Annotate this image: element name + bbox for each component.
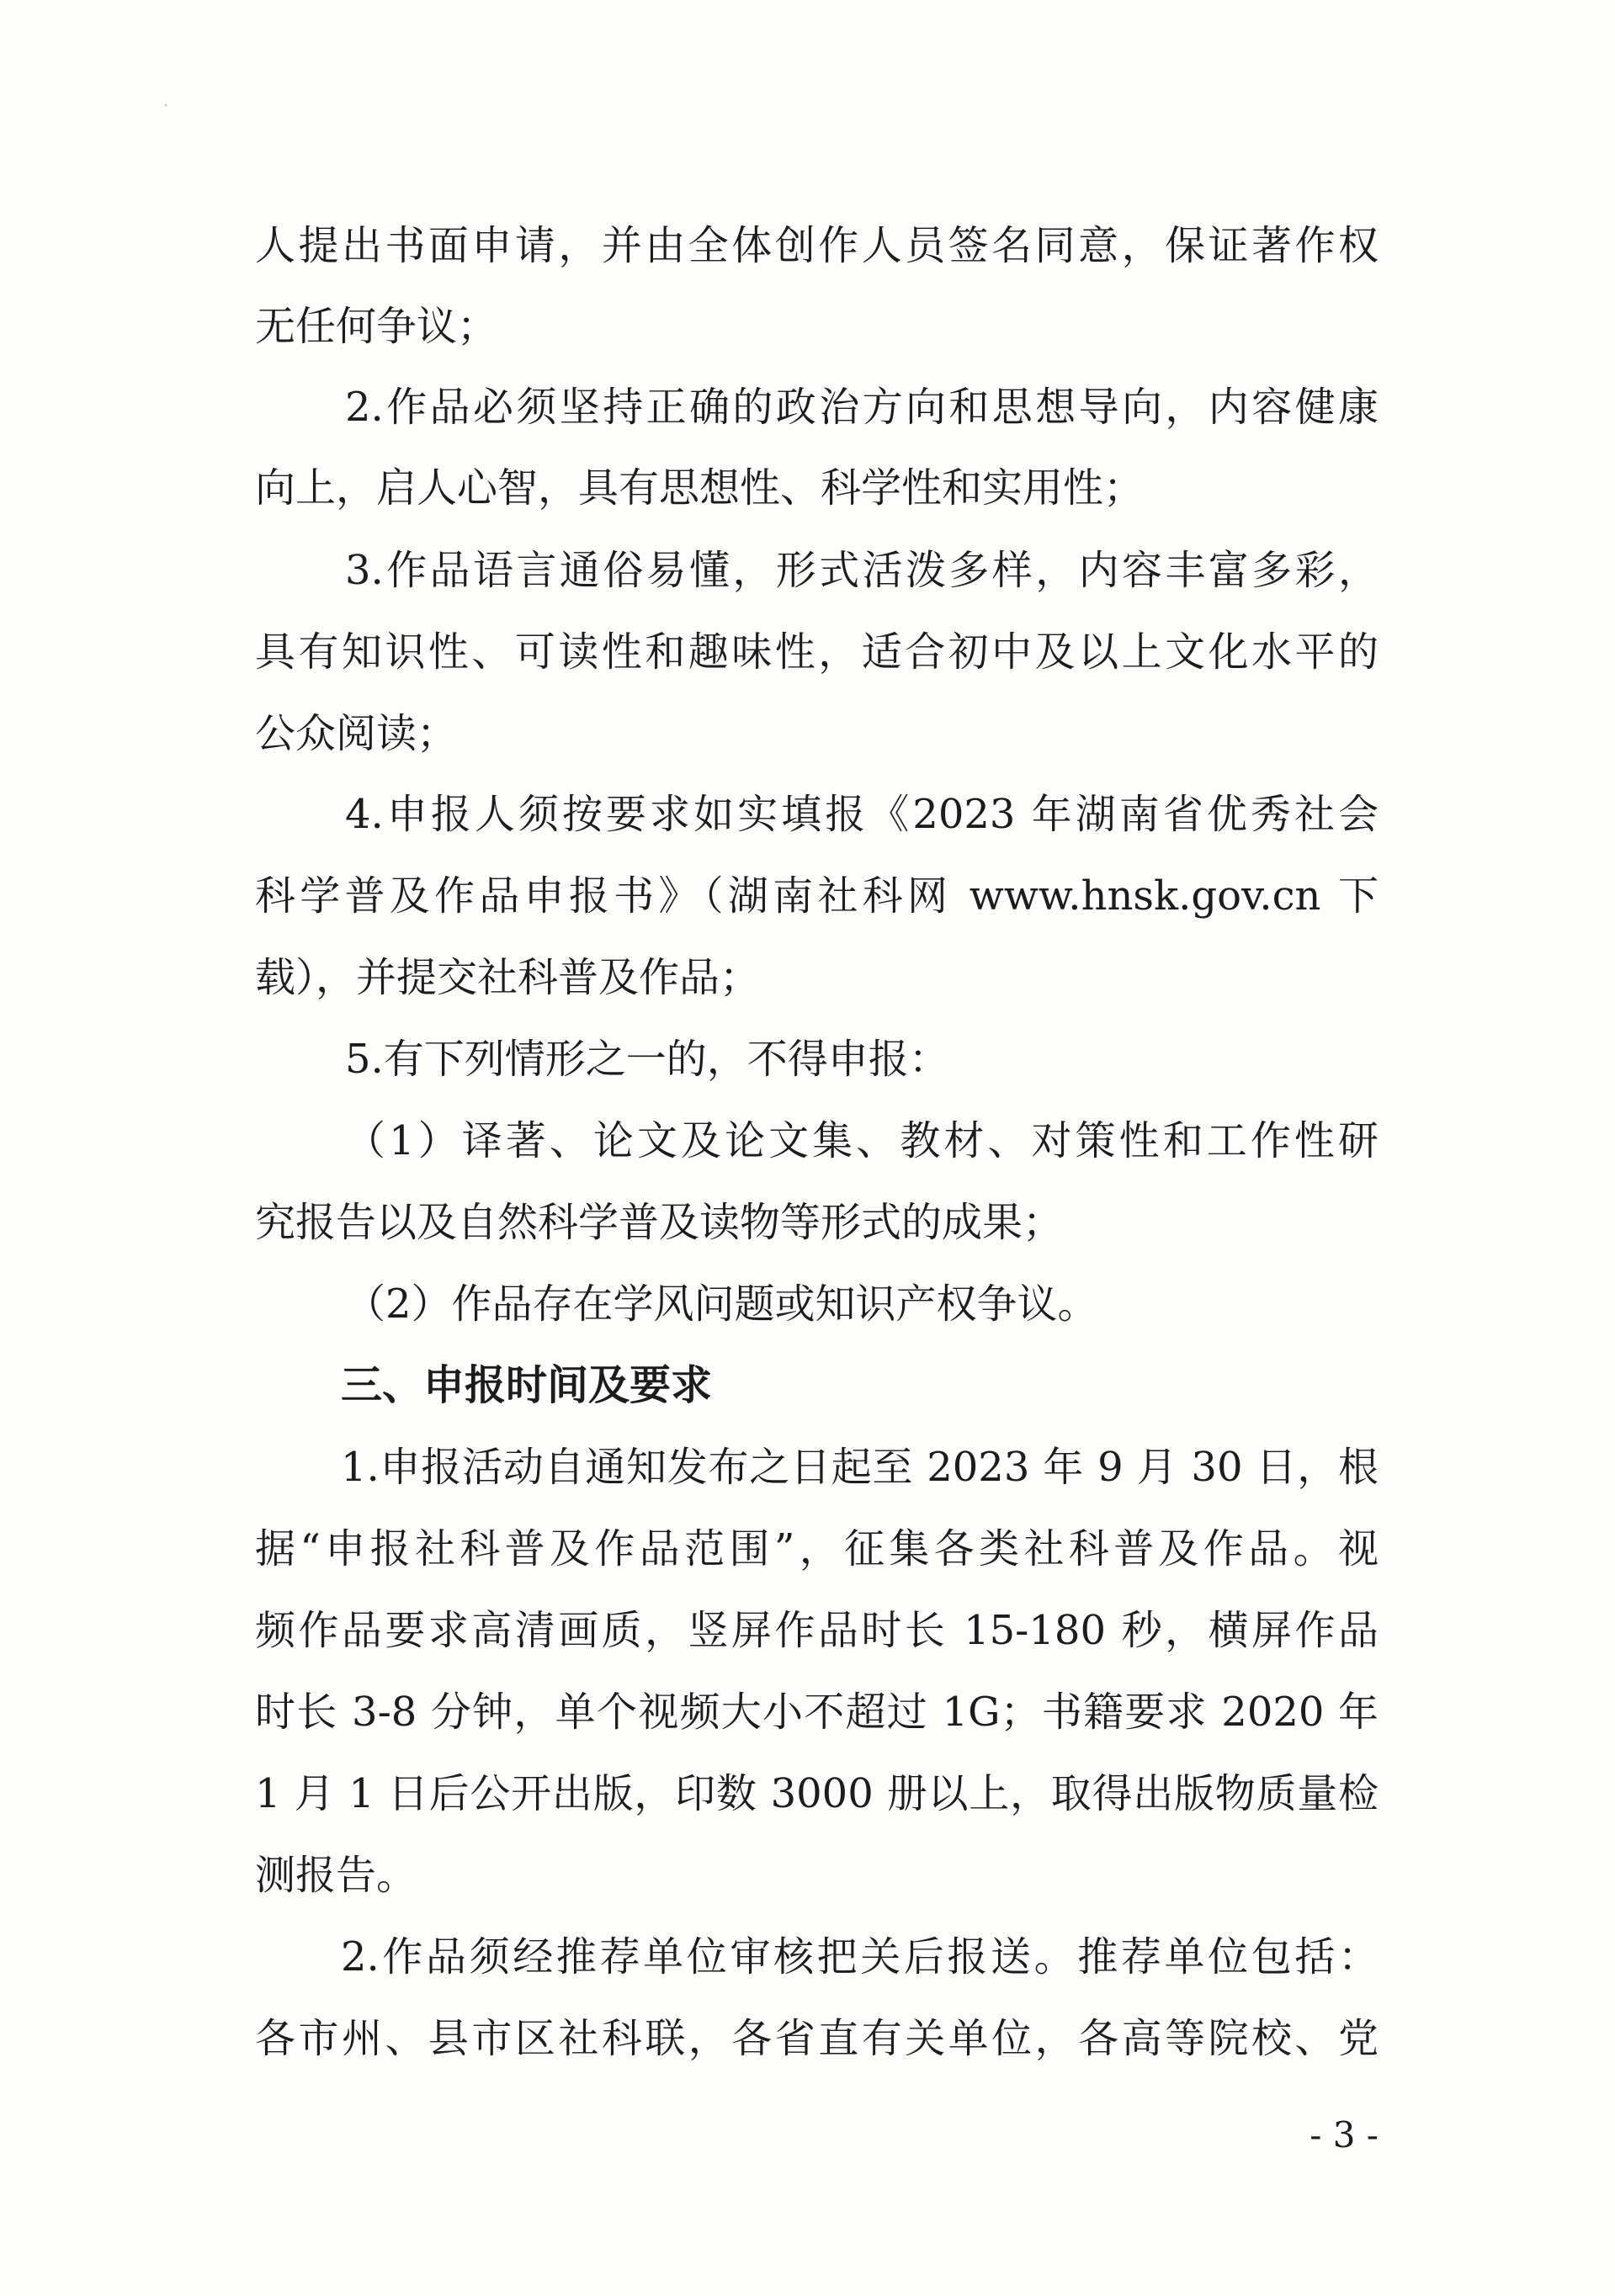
scan-speck — [165, 104, 167, 106]
paragraph-line: 究报告以及自然科学普及读物等形式的成果； — [255, 1199, 1064, 1246]
paragraph-line: 频作品要求高清画质，竖屏作品时长 15-180 秒，横屏作品 — [255, 1607, 1379, 1654]
paragraph-line: 2.作品须经推荐单位审核把关后报送。推荐单位包括： — [341, 1933, 1379, 1980]
paragraph-line: （1）译著、论文及论文集、教材、对策性和工作性研 — [345, 1117, 1379, 1164]
paragraph-line: 载），并提交社科普及作品； — [255, 954, 761, 1001]
paragraph-line: 3.作品语言通俗易懂，形式活泼多样，内容丰富多彩， — [345, 547, 1379, 594]
paragraph-line: 向上，启人心智，具有思想性、科学性和实用性； — [255, 464, 1145, 512]
paragraph-line: 无任何争议； — [255, 303, 498, 350]
page-number: - 3 - — [1310, 2114, 1379, 2155]
paragraph-line: 据“申报社科普及作品范围”，征集各类社科普及作品。视 — [255, 1525, 1379, 1572]
paragraph-line: 5.有下列情形之一的，不得申报： — [345, 1036, 949, 1083]
paragraph-line: 科学普及作品申报书》（湖南社科网 www.hnsk.gov.cn 下 — [255, 872, 1379, 920]
paragraph-line: 公众阅读； — [255, 710, 458, 757]
paragraph-line: 人提出书面申请，并由全体创作人员签名同意，保证著作权 — [255, 222, 1379, 269]
paragraph-line: 时长 3-8 分钟，单个视频大小不超过 1G；书籍要求 2020 年 — [255, 1689, 1379, 1736]
paragraph-line: 4.申报人须按要求如实填报《2023 年湖南省优秀社会 — [345, 791, 1379, 838]
section-heading: 三、申报时间及要求 — [341, 1361, 713, 1409]
paragraph-line: 各市州、县市区社科联，各省直有关单位，各高等院校、党 — [255, 2015, 1379, 2062]
paragraph-line: 1.申报活动自通知发布之日起至 2023 年 9 月 30 日，根 — [341, 1444, 1379, 1491]
paragraph-line: 2.作品必须坚持正确的政治方向和思想导向，内容健康 — [345, 384, 1379, 431]
paragraph-line: （2）作品存在学风问题或知识产权争议。 — [345, 1281, 1098, 1328]
paragraph-line: 1 月 1 日后公开出版，印数 3000 册以上，取得出版物质量检 — [255, 1770, 1379, 1817]
paragraph-line: 测报告。 — [255, 1852, 417, 1899]
paragraph-line: 具有知识性、可读性和趣味性，适合初中及以上文化水平的 — [255, 628, 1379, 676]
